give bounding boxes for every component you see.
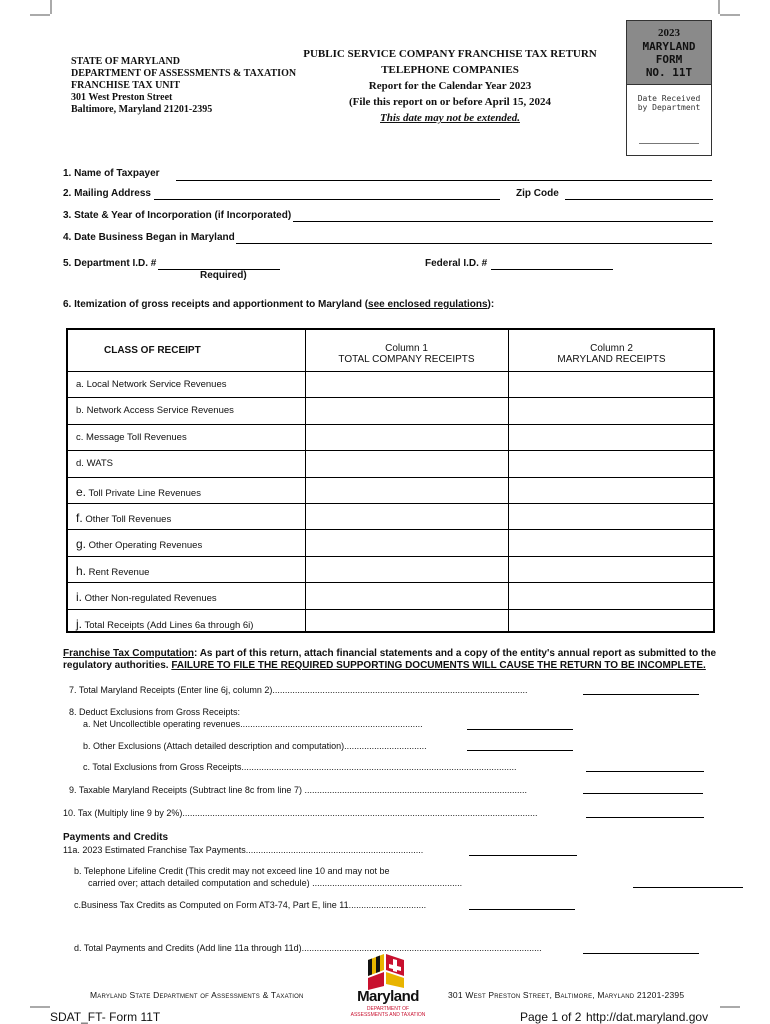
table-row-text: Toll Private Line Revenues bbox=[88, 487, 201, 499]
computation-text-2: regulatory authorities. bbox=[63, 660, 172, 671]
line-8-label: 8. Deduct Exclusions from Gross Receipts: bbox=[69, 707, 241, 717]
date-received-label bbox=[627, 94, 711, 112]
table-row-letter: d. bbox=[76, 458, 84, 470]
form-state: MARYLAND bbox=[642, 40, 696, 53]
corner-mark-bottom-left bbox=[30, 1006, 50, 1008]
table-row-letter: c. bbox=[76, 431, 84, 443]
form-number-box bbox=[626, 20, 712, 156]
line-9-label: 9. Taxable Maryland Receipts (Subtract line 8c from line 7) ......................................................................................... bbox=[69, 785, 527, 795]
receipt-col2-cell[interactable] bbox=[509, 372, 714, 396]
corner-mark-top-right-v bbox=[718, 0, 720, 14]
column-2-header bbox=[508, 343, 715, 365]
corner-mark-bottom-right bbox=[720, 1006, 740, 1008]
line-11a-field[interactable] bbox=[469, 855, 577, 856]
line-8a-field[interactable] bbox=[467, 729, 573, 730]
receipt-col2-cell[interactable] bbox=[509, 583, 714, 607]
receipt-col1-cell[interactable] bbox=[306, 478, 507, 502]
table-row-text: Local Network Service Revenues bbox=[86, 379, 227, 390]
date-received-text: Date Received bbox=[637, 94, 701, 103]
required-note: Required) bbox=[200, 270, 247, 281]
receipt-col1-cell[interactable] bbox=[306, 557, 507, 581]
receipt-col2-cell[interactable] bbox=[509, 425, 714, 449]
table-row-letter: g. bbox=[76, 537, 87, 552]
by-department-text: by Department bbox=[637, 103, 701, 112]
line-8b-label: b. Other Exclusions (Attach detailed description and computation)................................. bbox=[83, 741, 427, 751]
line-8a-label: a. Net Uncollectible operating revenues......................................................................... bbox=[83, 719, 423, 729]
footer-address: 301 West Preston Street, Baltimore, Maryland 21201-2395 bbox=[448, 990, 685, 1000]
footer-agency: Maryland State Department of Assessments & Taxation bbox=[90, 990, 304, 1000]
receipt-col2-cell[interactable] bbox=[509, 557, 714, 581]
table-row-text: Other Non-regulated Revenues bbox=[84, 593, 217, 605]
line-9-field[interactable] bbox=[583, 793, 703, 794]
table-row-label bbox=[76, 485, 201, 499]
receipt-col1-cell[interactable] bbox=[306, 372, 507, 396]
receipt-col1-cell[interactable] bbox=[306, 451, 507, 475]
receipt-col1-cell[interactable] bbox=[306, 530, 507, 554]
table-row-text: Other Toll Revenues bbox=[85, 514, 172, 525]
federal-id-field[interactable] bbox=[491, 269, 613, 270]
corner-mark-top-right bbox=[720, 14, 740, 16]
receipt-col1-cell[interactable] bbox=[306, 398, 507, 422]
table-row-label bbox=[76, 590, 217, 604]
table-row-label bbox=[76, 458, 113, 469]
zip-code-label: Zip Code bbox=[516, 188, 559, 199]
line-11b-field[interactable] bbox=[633, 887, 743, 888]
table-row-letter: i. bbox=[76, 590, 82, 605]
table-row-label bbox=[76, 564, 149, 578]
receipt-col1-cell[interactable] bbox=[306, 504, 507, 528]
date-began-label: 4. Date Business Began in Maryland bbox=[63, 232, 235, 243]
computation-notice bbox=[63, 648, 723, 672]
agency-line-city: Baltimore, Maryland 21201-2395 bbox=[71, 104, 213, 115]
agency-line-dept: DEPARTMENT OF ASSESSMENTS & TAXATION bbox=[71, 68, 297, 79]
receipt-col1-cell[interactable] bbox=[306, 610, 507, 634]
receipt-col2-cell[interactable] bbox=[509, 610, 714, 634]
table-row-label bbox=[76, 405, 234, 416]
receipt-col2-cell[interactable] bbox=[509, 451, 714, 475]
line-11c-field[interactable] bbox=[469, 909, 575, 910]
line-10-label: 10. Tax (Multiply line 9 by 2%).............................................................................................................................................. bbox=[63, 808, 538, 818]
regulations-link[interactable]: see enclosed regulations bbox=[368, 299, 488, 310]
logo-subtitle bbox=[346, 1006, 430, 1018]
title-notice: This date may not be extended. bbox=[380, 112, 520, 124]
table-row-text: Total Receipts (Add Lines 6a through 6i) bbox=[84, 619, 254, 631]
line-11b-label-2: carried over; attach detailed computation and schedule) ............................................................ bbox=[88, 878, 463, 888]
incorporation-label: 3. State & Year of Incorporation (if Incorporated) bbox=[63, 210, 292, 221]
line-11b-label: b. Telephone Lifeline Credit (This credit may not exceed line 10 and may not be bbox=[74, 866, 390, 876]
title-sub: TELEPHONE COMPANIES bbox=[381, 64, 519, 76]
corner-mark-top-left bbox=[30, 14, 50, 16]
logo-wordmark: Maryland bbox=[357, 988, 419, 1005]
form-number-header bbox=[627, 21, 711, 85]
line-11a-label: 11a. 2023 Estimated Franchise Tax Payments....................................................................... bbox=[63, 845, 424, 855]
mailing-address-field[interactable] bbox=[154, 199, 500, 200]
computation-heading: Franchise Tax Computation bbox=[63, 648, 194, 659]
receipt-col2-cell[interactable] bbox=[509, 398, 714, 422]
form-label: FORM bbox=[655, 53, 683, 66]
department-id-label: 5. Department I.D. # bbox=[63, 258, 157, 269]
table-row-text: WATS bbox=[86, 458, 113, 470]
line-11d-label: d. Total Payments and Credits (Add line 11a through 11d)................................................................................................ bbox=[74, 943, 542, 953]
mailing-address-label: 2. Mailing Address bbox=[63, 188, 151, 199]
table-row-letter: a. bbox=[76, 379, 84, 390]
receipts-table bbox=[66, 328, 715, 633]
agency-address bbox=[71, 56, 296, 116]
taxpayer-name-label: 1. Name of Taxpayer bbox=[63, 168, 160, 179]
column-1-header bbox=[305, 343, 508, 365]
website-link[interactable]: http://dat.maryland.gov bbox=[586, 1010, 709, 1024]
computation-text: : As part of this return, attach financial statements and a copy of the entity's annual report as submitted to the bbox=[193, 648, 717, 659]
maryland-flag-icon bbox=[364, 950, 410, 990]
table-row-letter: b. bbox=[76, 405, 84, 417]
column-1-title: Column 1 bbox=[385, 343, 428, 354]
receipt-col2-cell[interactable] bbox=[509, 478, 714, 502]
zip-code-field[interactable] bbox=[565, 199, 713, 200]
table-row-letter: e. bbox=[76, 484, 87, 499]
table-row-text: Network Access Service Revenues bbox=[86, 405, 234, 417]
receipt-col2-cell[interactable] bbox=[509, 504, 714, 528]
receipt-col1-cell[interactable] bbox=[306, 425, 507, 449]
table-row-text: Other Operating Revenues bbox=[88, 540, 203, 552]
maryland-logo bbox=[346, 950, 430, 1022]
line-7-field[interactable] bbox=[583, 694, 699, 695]
table-row-label bbox=[76, 617, 253, 631]
logo-subtitle-2: ASSESSMENTS AND TAXATION bbox=[350, 1012, 426, 1018]
table-row-label bbox=[76, 379, 227, 390]
table-row-label bbox=[76, 432, 187, 443]
column-2-subtitle: MARYLAND RECEIPTS bbox=[557, 354, 666, 365]
date-received-line bbox=[639, 143, 699, 144]
payments-heading: Payments and Credits bbox=[63, 832, 169, 843]
agency-line-state: STATE OF MARYLAND bbox=[71, 56, 180, 67]
line-11c-label: c.Business Tax Credits as Computed on Form AT3-74, Part E, line 11............................... bbox=[74, 900, 427, 910]
incorporation-field[interactable] bbox=[293, 221, 713, 222]
table-row-text: Rent Revenue bbox=[88, 566, 150, 578]
title-main: PUBLIC SERVICE COMPANY FRANCHISE TAX RETURN bbox=[303, 48, 597, 60]
date-began-field[interactable] bbox=[236, 243, 712, 244]
line-7-label: 7. Total Maryland Receipts (Enter line 6j, column 2)...................................................................................................... bbox=[69, 685, 528, 695]
agency-line-unit: FRANCHISE TAX UNIT bbox=[71, 80, 181, 91]
line-11d-field[interactable] bbox=[583, 953, 699, 954]
receipt-col2-cell[interactable] bbox=[509, 530, 714, 554]
table-row-label bbox=[76, 537, 202, 551]
table-row-letter: f. bbox=[76, 511, 83, 525]
form-number: NO. 11T bbox=[645, 66, 693, 79]
column-1-subtitle: TOTAL COMPANY RECEIPTS bbox=[338, 354, 475, 365]
agency-line-street: 301 West Preston Street bbox=[71, 92, 173, 103]
line-8b-field[interactable] bbox=[467, 750, 573, 751]
column-2-title: Column 2 bbox=[590, 343, 633, 354]
table-row-label bbox=[76, 511, 171, 525]
class-of-receipt-header: CLASS OF RECEIPT bbox=[104, 345, 201, 356]
itemization-text: 6. Itemization of gross receipts and apportionment to Maryland ( bbox=[63, 299, 369, 310]
table-row-letter: h. bbox=[76, 563, 87, 578]
form-title bbox=[300, 46, 600, 126]
logo-subtitle-1: DEPARTMENT OF bbox=[366, 1006, 410, 1012]
corner-mark-top-left-v bbox=[50, 0, 52, 14]
federal-id-label: Federal I.D. # bbox=[425, 258, 488, 269]
form-id: SDAT_FT- Form 11T bbox=[50, 1010, 161, 1024]
table-row-text: Message Toll Revenues bbox=[86, 431, 187, 443]
title-due: (File this report on or before April 15, 2024 bbox=[349, 96, 551, 108]
page-number: Page 1 of 2 bbox=[520, 1010, 582, 1024]
line-8c-field[interactable] bbox=[586, 771, 704, 772]
computation-warning: FAILURE TO FILE THE REQUIRED SUPPORTING DOCUMENTS WILL CAUSE THE RETURN TO BE INCOMPLETE. bbox=[171, 660, 706, 671]
taxpayer-name-field[interactable] bbox=[176, 180, 712, 181]
line-10-field[interactable] bbox=[586, 817, 704, 818]
form-year: 2023 bbox=[658, 27, 680, 39]
itemization-suffix: ): bbox=[487, 299, 495, 310]
title-year: Report for the Calendar Year 2023 bbox=[368, 80, 532, 92]
table-row-letter: j. bbox=[76, 616, 82, 631]
receipt-col1-cell[interactable] bbox=[306, 583, 507, 607]
line-8c-label: c. Total Exclusions from Gross Receipts.............................................................................................................. bbox=[83, 762, 517, 772]
itemization-label bbox=[63, 299, 494, 310]
